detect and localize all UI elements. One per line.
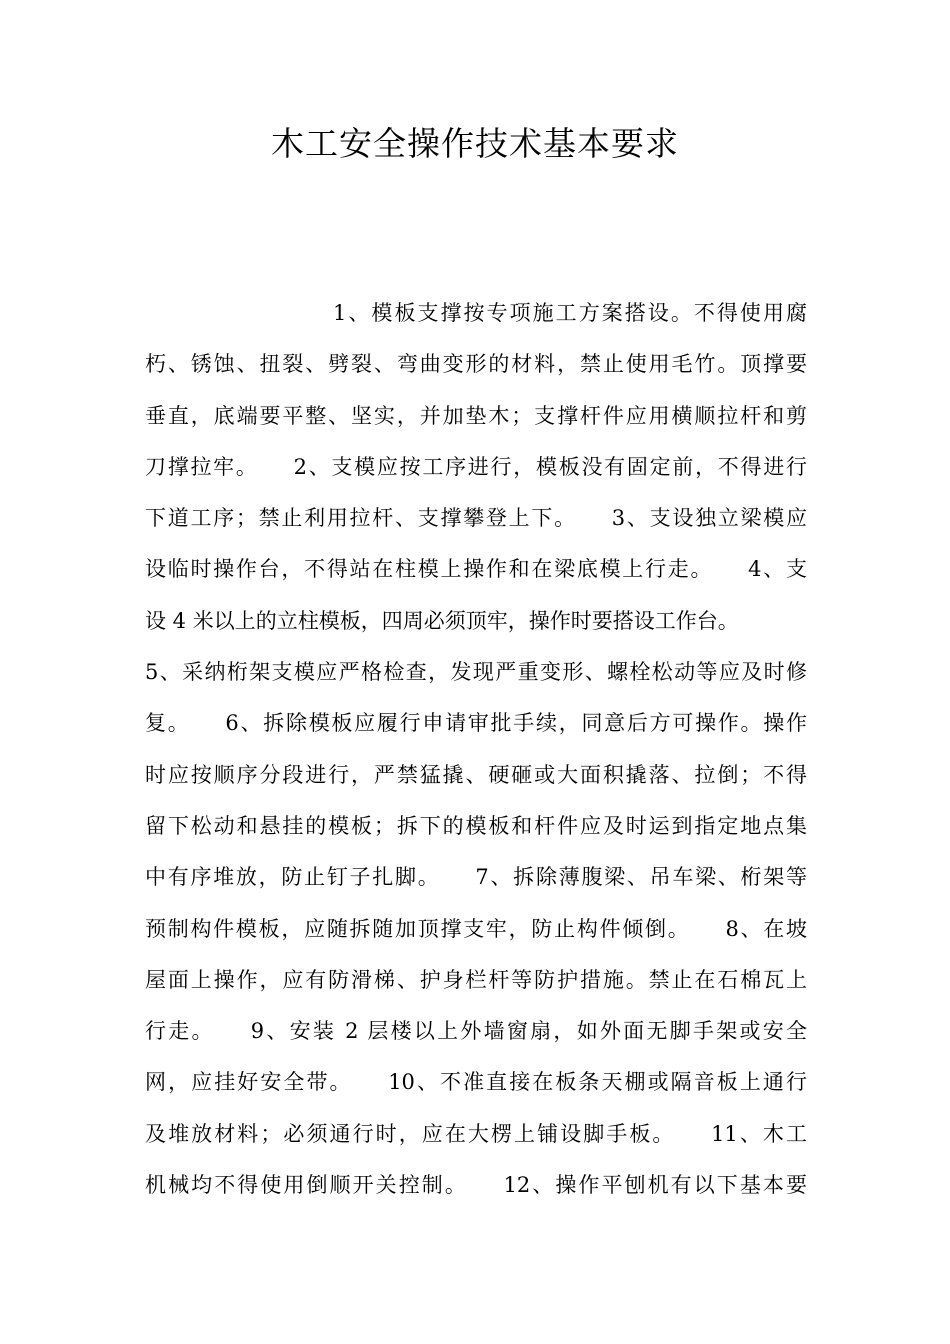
body-line: 设临时操作台，不得站在柱模上操作和在梁底模上行走。 4、支 xyxy=(145,557,807,582)
body-line: 行走。 9、安装 2 层楼以上外墙窗扇，如外面无脚手架或安全 xyxy=(145,1019,807,1044)
body-line: 5、采纳桁架支模应严格检查，发现严重变形、螺栓松动等应及时修 xyxy=(145,660,807,685)
body-line: 下道工序；禁止利用拉杆、支撑攀登上下。 3、支设独立梁模应 xyxy=(145,506,807,531)
body-line: 复。 6、拆除模板应履行申请审批手续，同意后方可操作。操作 xyxy=(145,711,807,736)
body-line: 屋面上操作，应有防滑梯、护身栏杆等防护措施。禁止在石棉瓦上 xyxy=(145,967,807,992)
document-body xyxy=(145,288,807,1211)
body-line: 1、模板支撑按专项施工方案搭设。不得使用腐 xyxy=(333,301,807,325)
body-line: 中有序堆放，防止钉子扎脚。 7、拆除薄腹梁、吊车梁、桁架等 xyxy=(145,865,807,890)
body-line: 刀撑拉牢。 2、支模应按工序进行，模板没有固定前，不得进行 xyxy=(145,454,807,479)
body-line: 垂直，底端要平整、坚实，并加垫木；支撑杆件应用横顺拉杆和剪 xyxy=(145,403,807,428)
body-line: 时应按顺序分段进行，严禁猛撬、硬砸或大面积撬落、拉倒；不得 xyxy=(145,762,807,787)
body-line: 设 4 米以上的立柱模板，四周必须顶牢，操作时要搭设工作台。 xyxy=(145,608,739,633)
body-line: 留下松动和悬挂的模板；拆下的模板和杆件应及时运到指定地点集 xyxy=(145,813,807,838)
body-line: 朽、锈蚀、扭裂、劈裂、弯曲变形的材料，禁止使用毛竹。顶撑要 xyxy=(145,352,807,377)
document-title: 木工安全操作技术基本要求 xyxy=(271,124,679,163)
body-line: 预制构件模板，应随拆随加顶撑支牢，防止构件倾倒。 8、在坡 xyxy=(145,916,807,941)
body-line: 及堆放材料；必须通行时，应在大楞上铺设脚手板。 11、木工 xyxy=(145,1121,807,1146)
body-line: 机械均不得使用倒顺开关控制。 12、操作平刨机有以下基本要 xyxy=(145,1173,807,1198)
body-line: 网，应挂好安全带。 10、不准直接在板条天棚或隔音板上通行 xyxy=(145,1070,807,1095)
